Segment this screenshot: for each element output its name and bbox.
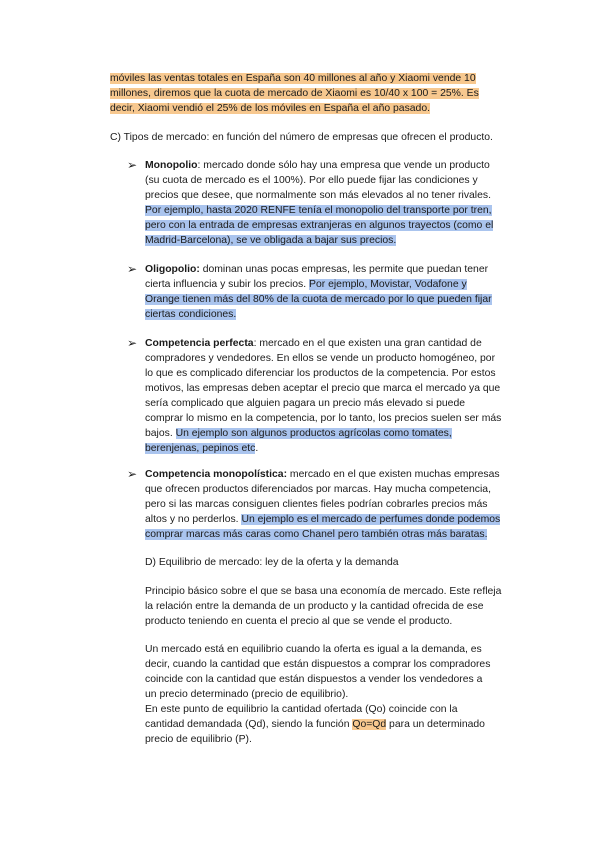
- paragraph-line: coincide con la cantidad que están dispuestos a vender los vendedores a: [145, 674, 483, 685]
- arrow-bullet-icon: ➢: [127, 336, 138, 350]
- arrow-bullet-icon: ➢: [127, 158, 138, 172]
- paragraph-text: para un determinado: [386, 719, 485, 730]
- item-text: : mercado donde sólo hay una empresa que vende un producto: [197, 160, 490, 171]
- item-text: motivos, las empresas deben aceptar el precio que marca el mercado ya que: [145, 383, 501, 394]
- item-title: Monopolio: [145, 160, 198, 171]
- list-item-oligopolio: [145, 262, 492, 322]
- intro-line: móviles las ventas totales en España son 40 millones al año y Xiaomi vende 10: [110, 73, 476, 84]
- item-text: precios que desee, que normalmente son más elevados al no tener rivales.: [145, 190, 491, 201]
- paragraph-line: En este punto de equilibrio la cantidad ofertada (Qo) coincide con la: [145, 704, 458, 715]
- section-d-paragraph-2: [145, 642, 490, 747]
- item-text: pero si las marcas consiguen clientes fieles podrían cobrarles precios más: [145, 499, 488, 510]
- item-text: compradores y vendedores. En ellos se vende un producto homogéneo, por: [145, 353, 496, 364]
- item-title: Competencia monopolística:: [145, 469, 288, 480]
- equilibrium-formula: Qo=Qd: [352, 719, 387, 730]
- item-example: comprar marcas más caras como Chanel pero también otras más baratas.: [145, 529, 488, 540]
- paragraph-line: un precio determinado (precio de equilibrio).: [145, 689, 349, 700]
- item-text: sería complicado que alguien pagara un precio más elevado si puede: [145, 398, 466, 409]
- item-example: berenjenas, pepinos etc: [145, 443, 256, 454]
- item-example: ciertas condiciones.: [145, 309, 237, 320]
- arrow-bullet-icon: ➢: [127, 467, 138, 481]
- item-text: que ofrecen productos diferenciados por marcas. Hay mucha competencia,: [145, 484, 491, 495]
- arrow-bullet-icon: ➢: [127, 262, 138, 276]
- list-item-competencia-monopolistica: [145, 467, 500, 542]
- intro-paragraph: [110, 71, 479, 116]
- intro-line: millones, diremos que la cuota de mercado de Xiaomi es 10/40 x 100 = 25%. Es: [110, 88, 479, 99]
- paragraph-line: producto teniendo en cuenta el precio al que se vende el producto.: [145, 616, 453, 627]
- item-example: Un ejemplo son algunos productos agrícolas como tomates,: [175, 428, 452, 439]
- item-text: mercado en el que existen muchas empresas: [287, 469, 500, 480]
- paragraph-line: la relación entre la demanda de un producto y la cantidad ofrecida de ese: [145, 601, 484, 612]
- intro-line: decir, Xiaomi vendió el 25% de los móviles en España el año pasado.: [110, 103, 430, 114]
- item-example: pero con la entrada de empresas extranjeras en algunos trayectos (como el: [145, 220, 494, 231]
- paragraph-line: Principio básico sobre el que se basa una economía de mercado. Este refleja: [145, 586, 502, 597]
- section-d-paragraph-1: [145, 584, 501, 629]
- item-title: Oligopolio:: [145, 264, 200, 275]
- section-c-heading: C) Tipos de mercado: en función del número de empresas que ofrecen el producto.: [110, 132, 493, 143]
- item-text: dominan unas pocas empresas, les permite que puedan tener: [199, 264, 489, 275]
- section-d-heading: D) Equilibrio de mercado: ley de la oferta y la demanda: [145, 557, 399, 568]
- list-item-monopolio: [145, 158, 493, 248]
- list-item-competencia-perfecta: [145, 336, 501, 456]
- item-example: Por ejemplo, hasta 2020 RENFE tenía el monopolio del transporte por tren,: [145, 205, 492, 216]
- item-text: lo que es complicado diferenciar los productos de la competencia. Por estos: [145, 368, 496, 379]
- item-example: Por ejemplo, Movistar, Vodafone y: [309, 279, 467, 290]
- paragraph-line: decir, cuando la cantidad que están dispuestos a comprar los compradores: [145, 659, 491, 670]
- item-title: Competencia perfecta: [145, 338, 254, 349]
- item-example: Un ejemplo es el mercado de perfumes donde podemos: [241, 514, 501, 525]
- item-example: Orange tienen más del 80% de la cuota de mercado por lo que pueden fijar: [145, 294, 492, 305]
- paragraph-line: precio de equilibrio (P).: [145, 734, 252, 745]
- item-text: comprar lo mismo en la competencia, por lo tanto, los precios suelen ser más: [145, 413, 502, 424]
- item-text: altos y no perderlos.: [145, 514, 242, 525]
- item-text: (su cuota de mercado es el 100%). Por ello puede fijar las condiciones y: [145, 175, 478, 186]
- paragraph-line: Un mercado está en equilibrio cuando la oferta es igual a la demanda, es: [145, 644, 482, 655]
- item-text: : mercado en el que existen una gran cantidad de: [253, 338, 482, 349]
- item-example: Madrid-Barcelona), se ve obligada a bajar sus precios.: [145, 235, 397, 246]
- item-text: .: [255, 443, 259, 454]
- item-text: cierta influencia y subir los precios.: [145, 279, 310, 290]
- item-text: bajos.: [145, 428, 176, 439]
- paragraph-text: cantidad demandada (Qd), siendo la función: [145, 719, 353, 730]
